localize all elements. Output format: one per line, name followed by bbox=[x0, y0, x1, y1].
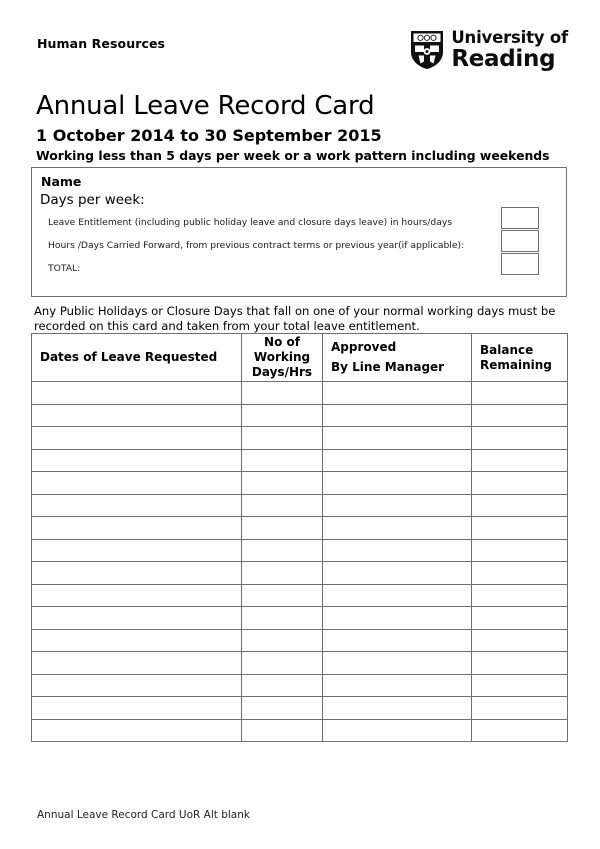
working-days-cell[interactable] bbox=[242, 427, 323, 450]
leave-period-subtitle: 1 October 2014 to 30 September 2015 bbox=[36, 126, 382, 145]
column-header-approved-label bbox=[323, 340, 471, 375]
table-row bbox=[32, 674, 568, 697]
table-row bbox=[32, 494, 568, 517]
dates-cell[interactable] bbox=[32, 584, 242, 607]
university-logo bbox=[410, 30, 568, 71]
approved-cell[interactable] bbox=[323, 449, 472, 472]
approved-cell[interactable] bbox=[323, 674, 472, 697]
working-days-cell[interactable] bbox=[242, 494, 323, 517]
working-days-cell[interactable] bbox=[242, 404, 323, 427]
total-label: TOTAL: bbox=[48, 263, 81, 274]
working-days-cell[interactable] bbox=[242, 719, 323, 742]
table-row bbox=[32, 697, 568, 720]
table-row bbox=[32, 584, 568, 607]
approved-cell[interactable] bbox=[323, 719, 472, 742]
balance-cell[interactable] bbox=[472, 404, 568, 427]
header-line-working: Working bbox=[253, 350, 311, 365]
table-row bbox=[32, 382, 568, 405]
working-days-cell[interactable] bbox=[242, 652, 323, 675]
dates-cell[interactable] bbox=[32, 652, 242, 675]
approved-cell[interactable] bbox=[323, 652, 472, 675]
header-line-approved: Approved bbox=[331, 340, 397, 355]
university-crest-icon bbox=[410, 30, 444, 70]
approved-cell[interactable] bbox=[323, 562, 472, 585]
balance-cell[interactable] bbox=[472, 697, 568, 720]
dates-cell[interactable] bbox=[32, 719, 242, 742]
footer-document-reference: Annual Leave Record Card UoR Alt blank bbox=[37, 809, 250, 821]
balance-cell[interactable] bbox=[472, 719, 568, 742]
dates-cell[interactable] bbox=[32, 517, 242, 540]
page-title: Annual Leave Record Card bbox=[36, 91, 375, 121]
header-line-dayshrs: Days/Hrs bbox=[251, 364, 313, 379]
logo-wordmark bbox=[451, 30, 568, 71]
approved-cell[interactable] bbox=[323, 539, 472, 562]
dates-cell[interactable] bbox=[32, 674, 242, 697]
header-line-noof: No of bbox=[264, 335, 300, 350]
table-row bbox=[32, 629, 568, 652]
dates-cell[interactable] bbox=[32, 629, 242, 652]
balance-cell[interactable] bbox=[472, 517, 568, 540]
logo-line-university: University of bbox=[451, 28, 568, 47]
logo-line-reading: Reading bbox=[451, 45, 556, 72]
dates-cell[interactable] bbox=[32, 404, 242, 427]
approved-cell[interactable] bbox=[323, 404, 472, 427]
department-title: Human Resources bbox=[37, 36, 166, 51]
balance-cell[interactable] bbox=[472, 427, 568, 450]
name-label: Name bbox=[41, 174, 82, 189]
table-row bbox=[32, 719, 568, 742]
column-header-dates bbox=[32, 334, 242, 382]
dates-cell[interactable] bbox=[32, 427, 242, 450]
balance-cell[interactable] bbox=[472, 607, 568, 630]
table-row bbox=[32, 517, 568, 540]
table-row bbox=[32, 562, 568, 585]
table-row bbox=[32, 539, 568, 562]
working-days-cell[interactable] bbox=[242, 562, 323, 585]
approved-cell[interactable] bbox=[323, 382, 472, 405]
column-header-balance bbox=[472, 334, 568, 382]
column-header-working-days-label bbox=[242, 335, 322, 380]
balance-cell[interactable] bbox=[472, 494, 568, 517]
public-holidays-instruction: Any Public Holidays or Closure Days that fall on one of your normal working days must be recorded on this card and taken from your total leave entitlement. bbox=[34, 304, 556, 333]
column-header-balance-label bbox=[472, 343, 567, 373]
applicability-note: Working less than 5 days per week or a work pattern including weekends bbox=[36, 148, 550, 163]
days-per-week-label: Days per week: bbox=[40, 192, 145, 208]
column-header-working-days bbox=[242, 334, 323, 382]
leave-entitlement-label: Leave Entitlement (including public holiday leave and closure days leave) in hours/days bbox=[48, 217, 453, 228]
dates-cell[interactable] bbox=[32, 472, 242, 495]
leave-record-table bbox=[31, 333, 568, 742]
balance-cell[interactable] bbox=[472, 472, 568, 495]
approved-cell[interactable] bbox=[323, 584, 472, 607]
table-row bbox=[32, 427, 568, 450]
leave-entitlement-field[interactable] bbox=[501, 207, 539, 229]
dates-cell[interactable] bbox=[32, 382, 242, 405]
balance-cell[interactable] bbox=[472, 652, 568, 675]
dates-cell[interactable] bbox=[32, 449, 242, 472]
carried-forward-label: Hours /Days Carried Forward, from previous contract terms or previous year(if applicable): bbox=[48, 240, 465, 251]
working-days-cell[interactable] bbox=[242, 697, 323, 720]
table-header-row bbox=[32, 334, 568, 382]
column-header-approved bbox=[323, 334, 472, 382]
balance-cell[interactable] bbox=[472, 449, 568, 472]
balance-cell[interactable] bbox=[472, 382, 568, 405]
header-line-balance: Balance bbox=[480, 342, 534, 357]
working-days-cell[interactable] bbox=[242, 539, 323, 562]
employee-details-box bbox=[31, 167, 567, 297]
balance-cell[interactable] bbox=[472, 584, 568, 607]
table-row bbox=[32, 652, 568, 675]
working-days-cell[interactable] bbox=[242, 607, 323, 630]
balance-cell[interactable] bbox=[472, 629, 568, 652]
entitlement-value-boxes bbox=[501, 207, 539, 276]
working-days-cell[interactable] bbox=[242, 382, 323, 405]
approved-cell[interactable] bbox=[323, 607, 472, 630]
dates-cell[interactable] bbox=[32, 494, 242, 517]
table-row bbox=[32, 472, 568, 495]
balance-cell[interactable] bbox=[472, 539, 568, 562]
working-days-cell[interactable] bbox=[242, 629, 323, 652]
table-row bbox=[32, 607, 568, 630]
approved-cell[interactable] bbox=[323, 427, 472, 450]
dates-cell[interactable] bbox=[32, 697, 242, 720]
working-days-cell[interactable] bbox=[242, 674, 323, 697]
dates-cell[interactable] bbox=[32, 607, 242, 630]
working-days-cell[interactable] bbox=[242, 472, 323, 495]
dates-cell[interactable] bbox=[32, 562, 242, 585]
carried-forward-field[interactable] bbox=[501, 230, 539, 252]
working-days-cell[interactable] bbox=[242, 584, 323, 607]
dates-cell[interactable] bbox=[32, 539, 242, 562]
approved-cell[interactable] bbox=[323, 697, 472, 720]
approved-cell[interactable] bbox=[323, 517, 472, 540]
table-row bbox=[32, 404, 568, 427]
total-field[interactable] bbox=[501, 253, 539, 275]
header-line-by-line-manager: By Line Manager bbox=[331, 360, 445, 374]
approved-cell[interactable] bbox=[323, 629, 472, 652]
table-row bbox=[32, 449, 568, 472]
working-days-cell[interactable] bbox=[242, 517, 323, 540]
balance-cell[interactable] bbox=[472, 674, 568, 697]
approved-cell[interactable] bbox=[323, 472, 472, 495]
table-body bbox=[32, 382, 568, 742]
balance-cell[interactable] bbox=[472, 562, 568, 585]
header-line-remaining: Remaining bbox=[480, 357, 552, 372]
working-days-cell[interactable] bbox=[242, 449, 323, 472]
approved-cell[interactable] bbox=[323, 494, 472, 517]
table-header bbox=[32, 334, 568, 382]
column-header-dates-label: Dates of Leave Requested bbox=[40, 350, 218, 365]
